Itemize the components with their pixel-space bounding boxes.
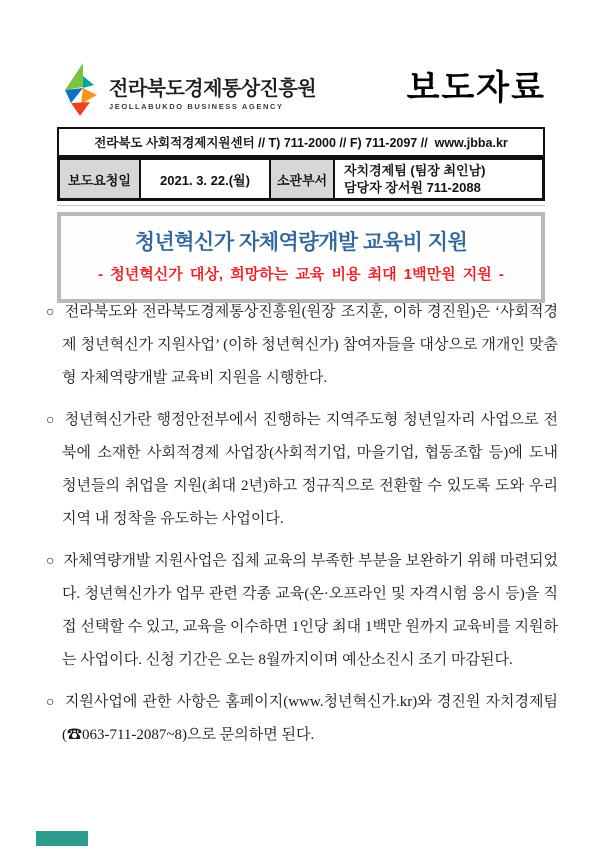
body-paragraphs bbox=[46, 296, 558, 761]
paragraph-bullet: ○ bbox=[46, 413, 56, 428]
paragraph-bullet: ○ bbox=[46, 695, 56, 710]
footer-accent-bar bbox=[36, 831, 88, 846]
body-paragraph: ○ 청년혁신가란 행정안전부에서 진행하는 지역주도형 청년일자리 사업으로 전북에 소재한 사회적경제 사업장(사회적기업, 마을기업, 협동조합 등)에 도내 청년들의 취업을 지원(최대 2년)하고 정규직으로 전환할 수 있도록 도와 우리 지역 내 정착을 유도하는 사업이다. bbox=[46, 412, 558, 527]
department-contact: 담당자 장서원 711-2088 bbox=[344, 180, 481, 195]
doc-type-title: 보도자료 bbox=[406, 69, 546, 107]
agency-logo bbox=[56, 62, 316, 116]
body-paragraph: ○ 자체역량개발 지원사업은 집체 교육의 부족한 부분을 보완하기 위해 마련되었다. 청년혁신가가 업무 관련 각종 교육(온·오프라인 및 자격시험 응시 등)을 직접 선택할 수 있고, 교육을 이수하면 1인당 최대 1백만 원까지 교육비를 지원하는 사업이다. 신청 기간은 오는 8월까지이며 예산소진시 조기 마감된다. bbox=[46, 553, 558, 668]
department-label: 소관부서 bbox=[270, 159, 334, 199]
headline-subtitle: - 청년혁신가 대상, 희망하는 교육 비용 최대 1백만원 지원 - bbox=[98, 266, 504, 283]
agency-name-en: JEOLLABUKDO BUSINESS AGENCY bbox=[109, 101, 284, 111]
paragraph-bullet: ○ bbox=[46, 554, 55, 569]
department-value bbox=[334, 159, 543, 199]
press-date-value: 2021. 3. 22.(월) bbox=[140, 159, 270, 199]
department-team: 자치경제팀 (팀장 최인남) bbox=[344, 163, 486, 178]
headline-box bbox=[57, 212, 545, 303]
body-paragraph: ○ 전라북도와 전라북도경제통상진흥원(원장 조지훈, 이하 경진원)은 ‘사회적경제 청년혁신가 지원사업’ (이하 청년혁신가) 참여자들을 대상으로 개개인 맞춤형 자체역량개발 교육비 지원을 시행한다. bbox=[46, 304, 558, 386]
paragraph-bullet: ○ bbox=[46, 305, 56, 320]
headline-title: 청년혁신가 자체역량개발 교육비 지원 bbox=[134, 231, 468, 254]
agency-logo-icon bbox=[56, 62, 102, 116]
press-date-label: 보도요청일 bbox=[59, 159, 140, 199]
section-divider bbox=[57, 205, 545, 206]
press-info-table bbox=[57, 157, 545, 201]
agency-name-ko: 전라북도경제통상진흥원 bbox=[109, 77, 317, 100]
body-paragraph: ○ 지원사업에 관한 사항은 홈페이지(www.청년혁신가.kr)와 경진원 자치경제팀(☎063-711-2087~8)으로 문의하면 된다. bbox=[46, 694, 558, 743]
contact-bar: 전라북도 사회적경제지원센터 // T) 711-2000 // F) 711-2097 // www.jbba.kr bbox=[57, 127, 545, 157]
agency-name-block bbox=[109, 78, 316, 111]
